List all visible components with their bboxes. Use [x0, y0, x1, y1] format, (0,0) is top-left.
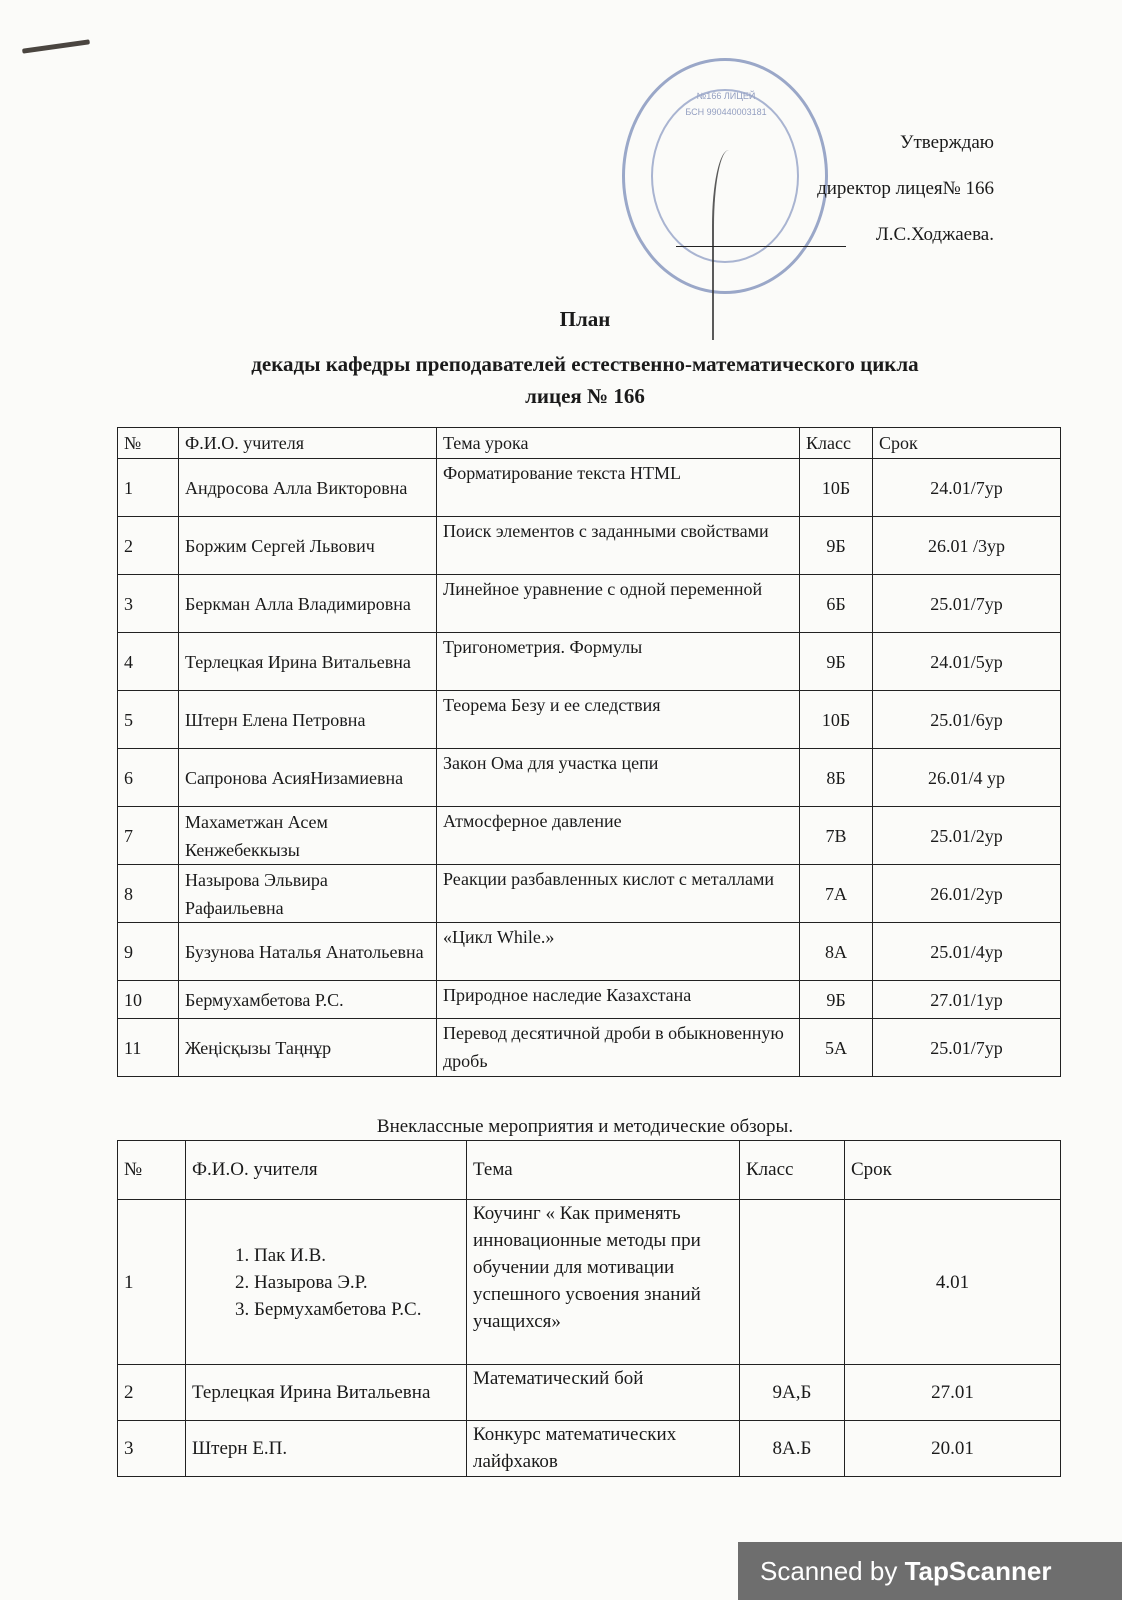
- table-row: [118, 691, 1061, 749]
- lessons-table: [117, 427, 1061, 1077]
- row-date: 20.01: [845, 1421, 1061, 1477]
- row-date: 26.01/4 ур: [873, 749, 1061, 807]
- row-date: 27.01/1ур: [873, 981, 1061, 1019]
- document-subtitle: декады кафедры преподавателей естественно-математического цикла: [251, 352, 919, 376]
- row-class: 7В: [800, 807, 873, 865]
- scanner-watermark: [738, 1542, 1122, 1600]
- row-num: 2: [118, 517, 179, 575]
- row-teacher: Назырова Эльвира Рафаильевна: [179, 865, 437, 923]
- row-class: 8А.Б: [740, 1421, 845, 1477]
- row-topic: Закон Ома для участка цепи: [437, 749, 800, 807]
- row-class: 8Б: [800, 749, 873, 807]
- row-class: 10Б: [800, 691, 873, 749]
- header-teacher: Ф.И.О. учителя: [186, 1141, 467, 1200]
- row-teacher: Терлецкая Ирина Витальевна: [179, 633, 437, 691]
- teacher-list: [192, 1242, 460, 1323]
- row-date: 25.01/7ур: [873, 575, 1061, 633]
- row-date: 26.01 /3ур: [873, 517, 1061, 575]
- row-num: 3: [118, 1421, 186, 1477]
- row-date: 25.01/7ур: [873, 1019, 1061, 1077]
- row-class: 6Б: [800, 575, 873, 633]
- teacher-list-item: 2. Назырова Э.Р.: [254, 1269, 460, 1296]
- row-topic: Линейное уравнение с одной переменной: [437, 575, 800, 633]
- row-num: 3: [118, 575, 179, 633]
- approval-label: Утверждаю: [900, 132, 994, 153]
- row-num: 11: [118, 1019, 179, 1077]
- teacher-list-item: 3. Бермухамбетова Р.С.: [254, 1296, 460, 1323]
- row-teacher: Терлецкая Ирина Витальевна: [186, 1365, 467, 1421]
- row-teacher: Беркман Алла Владимировна: [179, 575, 437, 633]
- header-topic: Тема урока: [437, 428, 800, 459]
- staple: [22, 39, 90, 53]
- row-class: 10Б: [800, 459, 873, 517]
- watermark-brand: TapScanner: [904, 1556, 1052, 1586]
- row-class: [740, 1200, 845, 1365]
- header-num: №: [118, 428, 179, 459]
- row-teacher: Андросова Алла Викторовна: [179, 459, 437, 517]
- signature-line: [676, 246, 846, 247]
- teacher-list-item: 1. Пак И.В.: [254, 1242, 460, 1269]
- header-topic: Тема: [467, 1141, 740, 1200]
- row-num: 8: [118, 865, 179, 923]
- row-num: 2: [118, 1365, 186, 1421]
- events-heading: Внеклассные мероприятия и методические обзоры.: [376, 1116, 794, 1137]
- table-row: [118, 633, 1061, 691]
- row-date: 27.01: [845, 1365, 1061, 1421]
- table-row: [118, 1365, 1061, 1421]
- row-num: 9: [118, 923, 179, 981]
- row-topic: Математический бой: [467, 1365, 740, 1421]
- table-row: [118, 1200, 1061, 1365]
- table-row: [118, 923, 1061, 981]
- row-topic: Перевод десятичной дроби в обыкновенную дробь: [437, 1019, 800, 1077]
- row-teacher: Штерн Е.П.: [186, 1421, 467, 1477]
- row-topic: Атмосферное давление: [437, 807, 800, 865]
- row-class: 9А,Б: [740, 1365, 845, 1421]
- table-row: [118, 865, 1061, 923]
- row-num: 1: [118, 1200, 186, 1365]
- row-date: 25.01/6ур: [873, 691, 1061, 749]
- table-row: [118, 807, 1061, 865]
- row-topic: Поиск элементов с заданными свойствами: [437, 517, 800, 575]
- row-num: 10: [118, 981, 179, 1019]
- table-row: [118, 1421, 1061, 1477]
- row-date: 24.01/5ур: [873, 633, 1061, 691]
- header-num: №: [118, 1141, 186, 1200]
- table-header-row: [118, 1141, 1061, 1200]
- header-date: Срок: [873, 428, 1061, 459]
- row-date: 25.01/4ур: [873, 923, 1061, 981]
- row-topic: Тригонометрия. Формулы: [437, 633, 800, 691]
- row-class: 9Б: [800, 981, 873, 1019]
- stamp-school-text: №166 ЛИЦЕЙ: [696, 91, 756, 101]
- row-topic: Реакции разбавленных кислот с металлами: [437, 865, 800, 923]
- row-class: 9Б: [800, 633, 873, 691]
- approval-position: директор лицея№ 166: [817, 178, 994, 199]
- row-topic: Конкурс математических лайфхаков: [467, 1421, 740, 1477]
- row-class: 5А: [800, 1019, 873, 1077]
- document-title: План: [559, 307, 611, 331]
- row-topic: «Цикл While.»: [437, 923, 800, 981]
- row-num: 1: [118, 459, 179, 517]
- table-header-row: [118, 428, 1061, 459]
- row-teacher: Бермухамбетова Р.С.: [179, 981, 437, 1019]
- row-topic: Теорема Безу и ее следствия: [437, 691, 800, 749]
- row-topic: Природное наследие Казахстана: [437, 981, 800, 1019]
- row-date: 24.01/7ур: [873, 459, 1061, 517]
- row-teacher: Сапронова АсияНизамиевна: [179, 749, 437, 807]
- table-row: [118, 459, 1061, 517]
- row-teacher: Махаметжан Асем Кенжебеккызы: [179, 807, 437, 865]
- events-table: [117, 1140, 1061, 1477]
- row-class: 7А: [800, 865, 873, 923]
- row-num: 6: [118, 749, 179, 807]
- row-class: 9Б: [800, 517, 873, 575]
- watermark-prefix: Scanned by: [760, 1556, 905, 1586]
- header-class: Класс: [800, 428, 873, 459]
- stamp-bin: БСН 990440003181: [685, 107, 767, 117]
- row-date: 26.01/2ур: [873, 865, 1061, 923]
- table-row: [118, 1019, 1061, 1077]
- table-row: [118, 517, 1061, 575]
- table-row: [118, 749, 1061, 807]
- table-row: [118, 981, 1061, 1019]
- row-teacher: Бузунова Наталья Анатольевна: [179, 923, 437, 981]
- row-num: 4: [118, 633, 179, 691]
- header-date: Срок: [845, 1141, 1061, 1200]
- row-topic: Коучинг « Как применять инновационные методы при обучении для мотивации успешного усвоения знаний учащихся»: [467, 1200, 740, 1365]
- approval-name: Л.С.Ходжаева.: [875, 224, 994, 245]
- row-topic: Форматирование текста HTML: [437, 459, 800, 517]
- row-teacher: Штерн Елена Петровна: [179, 691, 437, 749]
- row-date: 25.01/2ур: [873, 807, 1061, 865]
- row-date: 4.01: [845, 1200, 1061, 1365]
- row-teachers: [186, 1200, 467, 1365]
- header-class: Класс: [740, 1141, 845, 1200]
- row-teacher: Жеңісқызы Таңнұр: [179, 1019, 437, 1077]
- row-num: 5: [118, 691, 179, 749]
- row-teacher: Боржим Сергей Львович: [179, 517, 437, 575]
- row-num: 7: [118, 807, 179, 865]
- table-row: [118, 575, 1061, 633]
- document-subtitle-school: лицея № 166: [525, 384, 645, 408]
- header-teacher: Ф.И.О. учителя: [179, 428, 437, 459]
- row-class: 8А: [800, 923, 873, 981]
